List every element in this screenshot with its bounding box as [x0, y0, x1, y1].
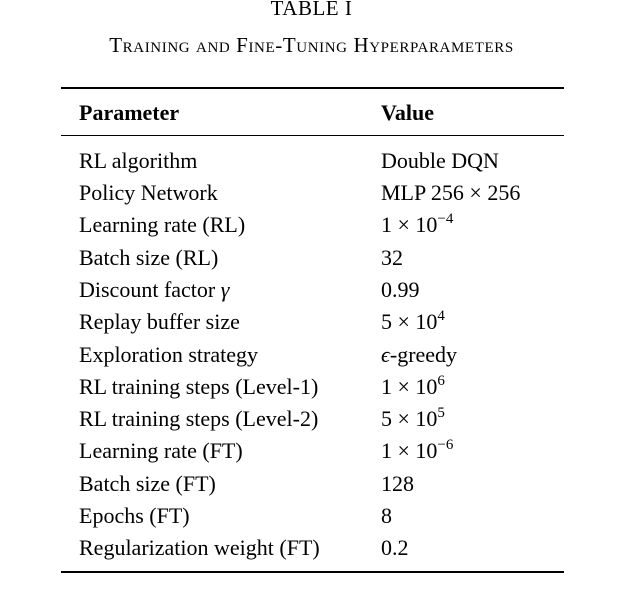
value-cell: Double DQN [381, 148, 499, 173]
value-cell [381, 306, 445, 338]
table-row [0, 468, 623, 500]
parameter-cell: Regularization weight (FT) [79, 535, 320, 560]
table-row [0, 209, 623, 241]
table-caption: Training and Fine-Tuning Hyperparameters [109, 33, 514, 57]
value-cell: 0.2 [381, 535, 409, 560]
header-rule [61, 135, 564, 136]
value-base: 5 × 10 [381, 406, 438, 431]
table-row [0, 306, 623, 338]
table-row [0, 339, 623, 371]
value-text: -greedy [389, 342, 458, 367]
value-exponent: 6 [437, 373, 445, 389]
value-cell: 32 [381, 245, 403, 270]
parameter-text: Discount factor [79, 277, 216, 302]
value-cell: MLP 256 × 256 [381, 180, 521, 205]
value-cell [381, 435, 453, 467]
value-cell [381, 339, 457, 371]
parameter-cell: RL training steps (Level-1) [79, 374, 319, 399]
gamma-symbol: γ [220, 277, 230, 302]
value-cell: 8 [381, 503, 392, 528]
table-row [0, 242, 623, 274]
value-base: 1 × 10 [381, 438, 438, 463]
parameter-cell: Learning rate (FT) [79, 438, 243, 463]
value-base: 1 × 10 [381, 212, 438, 237]
bottom-rule [61, 571, 564, 573]
table-number: TABLE I [270, 0, 353, 20]
header-value: Value [381, 100, 434, 125]
top-rule [61, 87, 564, 89]
parameter-cell: Replay buffer size [79, 309, 240, 334]
parameter-cell: Batch size (FT) [79, 471, 216, 496]
parameter-cell: Policy Network [79, 180, 218, 205]
value-exponent: 4 [437, 308, 445, 324]
parameter-cell: RL training steps (Level-2) [79, 406, 319, 431]
table-row [0, 145, 623, 177]
header-row [0, 99, 623, 127]
value-exponent: −4 [437, 211, 454, 227]
header-parameter: Parameter [79, 100, 180, 125]
value-exponent: −6 [437, 437, 454, 453]
parameter-cell [79, 274, 229, 306]
parameter-cell: Epochs (FT) [79, 503, 190, 528]
epsilon-symbol: ϵ [381, 342, 390, 367]
table-row [0, 435, 623, 467]
table-row [0, 371, 623, 403]
value-base: 1 × 10 [381, 374, 438, 399]
table-row [0, 532, 623, 564]
table-row [0, 403, 623, 435]
value-cell [381, 403, 445, 435]
parameter-cell: Exploration strategy [79, 342, 259, 367]
value-exponent: 5 [437, 405, 445, 421]
value-cell [381, 371, 445, 403]
value-base: 5 × 10 [381, 309, 438, 334]
parameter-cell: RL algorithm [79, 148, 198, 173]
parameter-cell: Learning rate (RL) [79, 212, 246, 237]
table-row [0, 500, 623, 532]
value-cell: 0.99 [381, 277, 420, 302]
table-row [0, 274, 623, 306]
value-cell [381, 209, 453, 241]
value-cell: 128 [381, 471, 414, 496]
parameter-cell: Batch size (RL) [79, 245, 219, 270]
table-row [0, 177, 623, 209]
